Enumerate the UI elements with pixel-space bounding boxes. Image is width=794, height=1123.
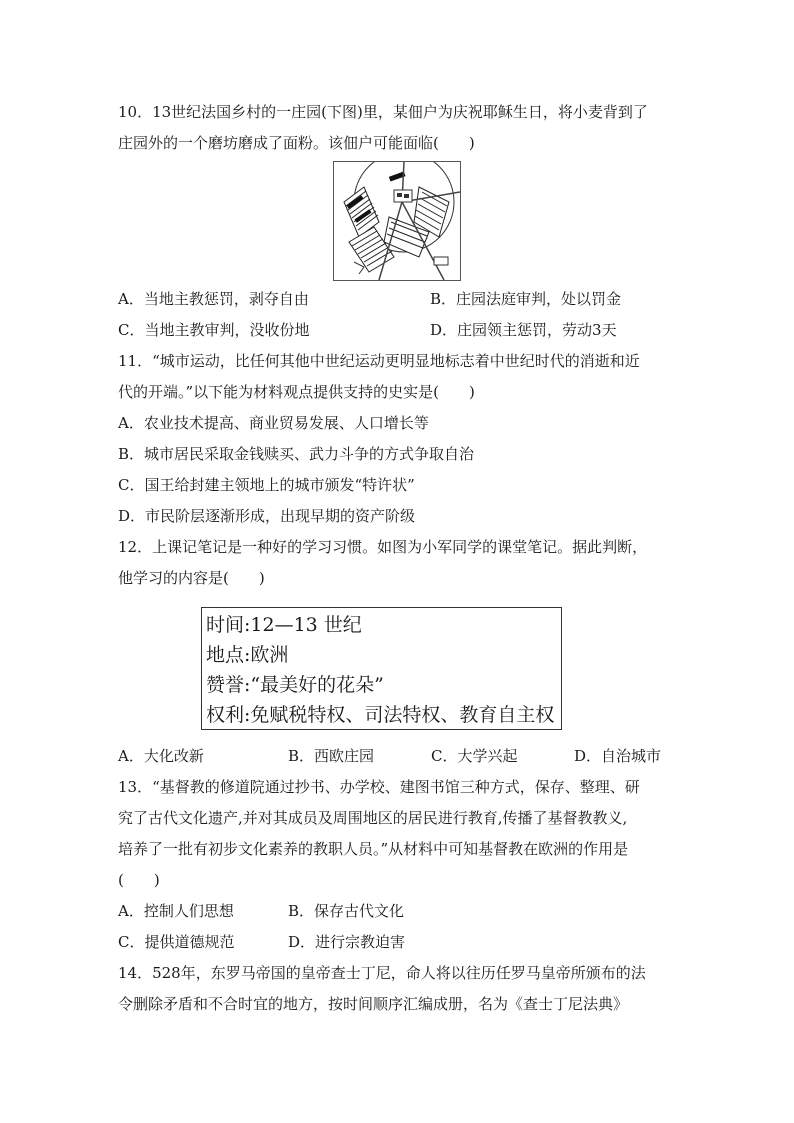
q11-option-b: B．城市居民采取金钱赎买、武力斗争的方式争取自治 — [118, 445, 475, 463]
q11-stem-line1: 11．“城市运动，比任何其他中世纪运动更明显地标志着中世纪时代的消逝和近 — [118, 352, 640, 370]
q11-option-a: A．农业技术提高、商业贸易发展、人口增长等 — [118, 414, 429, 432]
q10-stem-line2: 庄园外的一个磨坊磨成了面粉。该佃户可能面临( ) — [118, 134, 475, 152]
q13-option-c: C．提供道德规范 — [118, 933, 235, 951]
q13-option-b: B．保存古代文化 — [288, 902, 405, 920]
q11-option-d: D．市民阶层逐渐形成，出现早期的资产阶级 — [118, 507, 416, 525]
q12-option-c: C．大学兴起 — [431, 747, 518, 765]
q10-option-b: B．庄园法庭审判，处以罚金 — [430, 290, 622, 308]
q12-stem-line2: 他学习的内容是( ) — [118, 569, 265, 587]
q14-stem-line1: 14．528年，东罗马帝国的皇帝查士丁尼，命人将以往历任罗马皇帝所颁布的法 — [118, 964, 646, 982]
class-notes-box — [201, 607, 562, 730]
notes-time: 时间:12—13 世纪 — [206, 614, 362, 636]
q13-stem-line4: ( ) — [118, 871, 160, 889]
manor-map-image — [333, 161, 461, 281]
q12-option-d: D．自治城市 — [574, 747, 662, 765]
q13-option-d: D．进行宗教迫害 — [288, 933, 406, 951]
q11-stem-line2: 代的开端。”以下能为材料观点提供支持的史实是( ) — [118, 383, 475, 401]
notes-rights: 权利:免赋税特权、司法特权、教育自主权 — [206, 704, 555, 726]
q14-stem-line2: 令删除矛盾和不合时宜的地方，按时间顺序汇编成册，名为《查士丁尼法典》 — [118, 995, 629, 1013]
q13-stem-line1: 13．“基督教的修道院通过抄书、办学校、建图书馆三种方式，保存、整理、研 — [118, 778, 640, 796]
manor-map-drawing — [334, 162, 460, 280]
notes-praise: 赞誉:“最美好的花朵” — [206, 674, 384, 696]
q12-stem-line1: 12．上课记笔记是一种好的学习习惯。如图为小军同学的课堂笔记。据此判断， — [118, 538, 648, 556]
q11-option-c: C．国王给封建主领地上的城市颁发“特许状” — [118, 476, 415, 494]
q12-option-a: A．大化改新 — [118, 747, 204, 765]
q10-stem-line1: 10．13世纪法国乡村的一庄园(下图)里，某佃户为庆祝耶稣生日，将小麦背到了 — [118, 103, 648, 121]
q13-option-a: A．控制人们思想 — [118, 902, 234, 920]
q10-option-a: A．当地主教惩罚，剥夺自由 — [118, 290, 309, 308]
q10-option-d: D．庄园领主惩罚，劳动3天 — [430, 321, 617, 339]
notes-place: 地点:欧洲 — [206, 644, 289, 666]
q10-option-c: C．当地主教审判，没收份地 — [118, 321, 310, 339]
q12-option-b: B．西欧庄园 — [288, 747, 375, 765]
q13-stem-line2: 究了古代文化遗产,并对其成员及周围地区的居民进行教育,传播了基督教教义, — [118, 809, 628, 827]
q13-stem-line3: 培养了一批有初步文化素养的教职人员。”从材料中可知基督教在欧洲的作用是 — [118, 840, 629, 858]
